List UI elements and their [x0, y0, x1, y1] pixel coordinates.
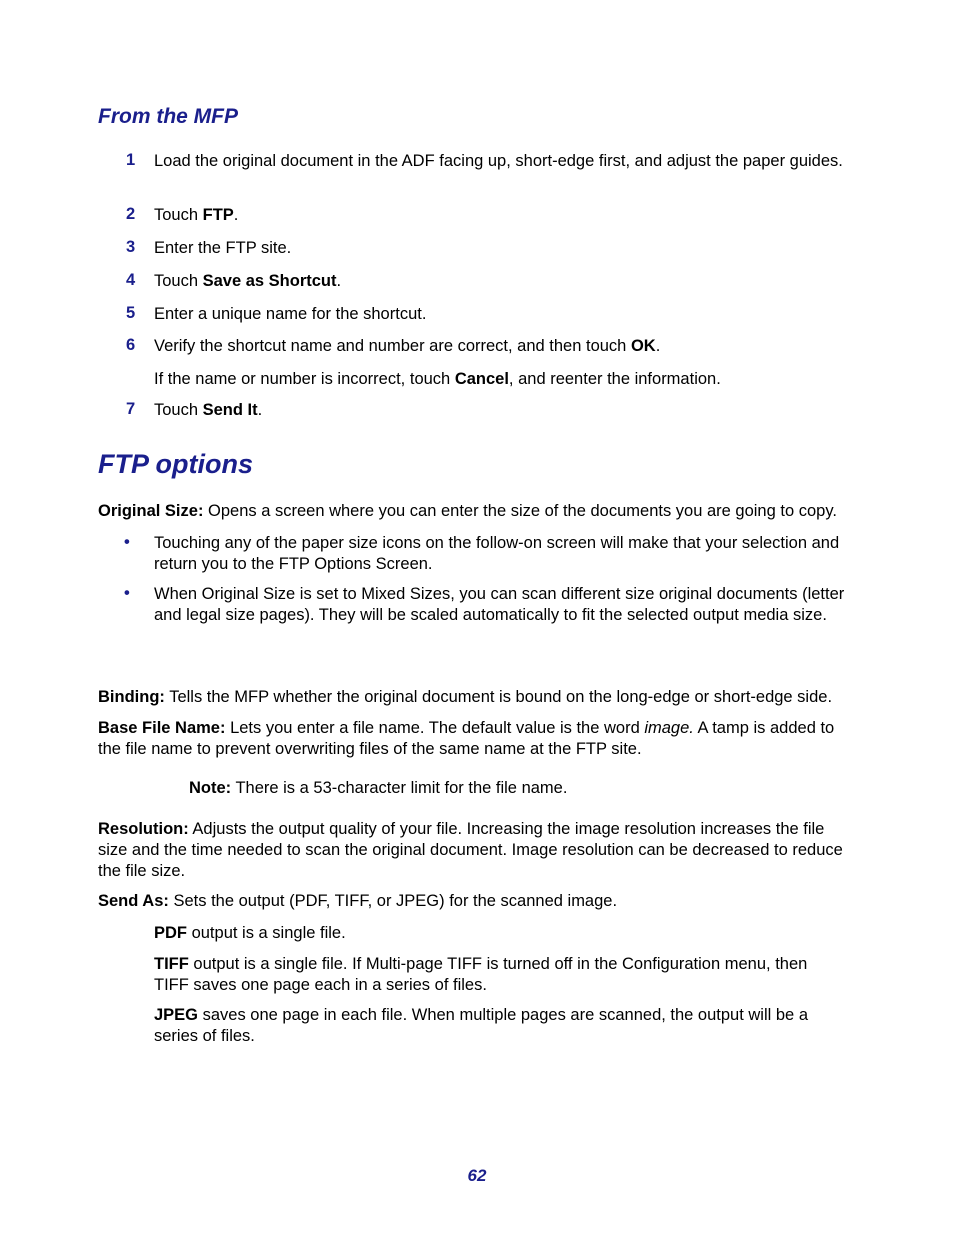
- bullet-item: When Original Size is set to Mixed Sizes, you can scan different size original documents (letter and legal size pages). They will be scaled automatically to fit the selected output media size.: [154, 585, 845, 624]
- step-text: Touch Send It.: [154, 401, 263, 419]
- bullet-item: Touching any of the paper size icons on the follow-on screen will make that your selection and return you to the FTP Options Screen.: [154, 534, 840, 573]
- step-number: 1: [126, 151, 136, 169]
- step-number: 5: [126, 304, 136, 322]
- bullet-icon: •: [124, 533, 130, 551]
- base-file-name-paragraph: Base File Name: Lets you enter a file name. The default value is the word image. A tamp is added to the file name to prevent overwriting files of the same name at the FTP site.: [98, 719, 835, 758]
- format-jpeg: JPEG saves one page in each file. When multiple pages are scanned, the output will be a series of files.: [154, 1006, 808, 1045]
- bullet-icon: •: [124, 584, 130, 602]
- section-heading-from-the-mfp: From the MFP: [98, 105, 238, 128]
- step-text: Enter the FTP site.: [154, 239, 292, 257]
- format-pdf: PDF output is a single file.: [154, 924, 346, 942]
- step-text: Load the original document in the ADF facing up, short-edge first, and adjust the paper guides.: [154, 152, 843, 170]
- format-tiff: TIFF output is a single file. If Multi-page TIFF is turned off in the Configuration menu, then TIFF saves one page each in a series of files.: [154, 955, 808, 994]
- step-number: 4: [126, 271, 136, 289]
- resolution-paragraph: Resolution: Adjusts the output quality of your file. Increasing the image resolution increases the file size and the time needed to scan the original document. Image resolution can be decreased to reduce the file size.: [98, 820, 843, 880]
- step-number: 7: [126, 400, 136, 418]
- step-text: Enter a unique name for the shortcut.: [154, 305, 427, 323]
- section-heading-ftp-options: FTP options: [98, 449, 253, 479]
- note-text: Note: There is a 53-character limit for the file name.: [189, 779, 568, 797]
- step-6-note: If the name or number is incorrect, touch Cancel, and reenter the information.: [154, 370, 721, 388]
- page-number: 62: [467, 1166, 487, 1185]
- step-text: Touch Save as Shortcut.: [154, 272, 342, 290]
- step-number: 6: [126, 336, 136, 354]
- step-number: 3: [126, 238, 136, 256]
- binding-paragraph: Binding: Tells the MFP whether the original document is bound on the long-edge or short-edge side.: [98, 688, 833, 706]
- step-number: 2: [126, 205, 136, 223]
- step-text: Verify the shortcut name and number are correct, and then touch OK.: [154, 337, 661, 355]
- send-as-paragraph: Send As: Sets the output (PDF, TIFF, or JPEG) for the scanned image.: [98, 892, 618, 910]
- original-size-paragraph: Original Size: Opens a screen where you can enter the size of the documents you are going to copy.: [98, 502, 837, 520]
- step-text: Touch FTP.: [154, 206, 239, 224]
